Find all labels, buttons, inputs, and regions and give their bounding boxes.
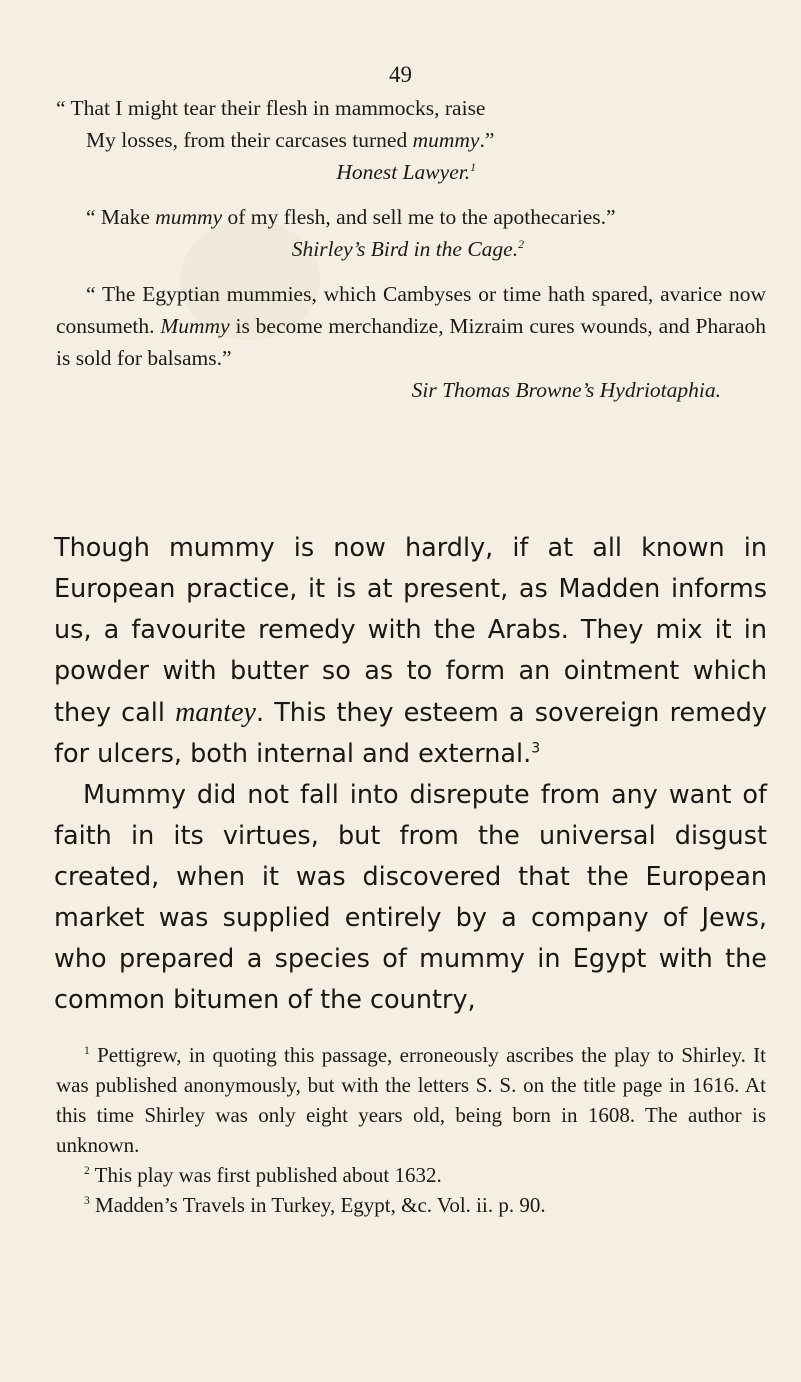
paragraph-2: Mummy did not fall into disrepute from any want of faith in its virtues, but from the universal disgust created, when it was discovered that the European market was supplied entirely by a company of Jews, who prepared a species of mummy in Egypt with the common bitumen of the country, [54, 780, 767, 1015]
footnotes [56, 1040, 766, 1220]
quote-1-italic: mummy [412, 128, 480, 152]
footnote-ref: 2 [518, 236, 524, 251]
quote-3 [56, 278, 766, 406]
quote-2-italic: mummy [155, 205, 223, 229]
footnote-2: $^2$ This play was first published about 1632. [84, 1163, 442, 1187]
quote-2 [56, 201, 766, 265]
quote-3-attribution: Sir Thomas Browne’s Hydriotaphia. [411, 378, 721, 402]
italic-term: mantey [175, 697, 256, 728]
quote-3-italic: Mummy [160, 314, 230, 338]
quote-2-text: “ Make mummy of my flesh, and sell me to the apothecaries.” [86, 205, 616, 229]
footnote-1: $^1$ Pettigrew, in quoting this passage, erroneously ascribes the play to Shirley. It was published anonymously, but with the letters S. S. on the title page in 1616. At this time Shirley was only eight years old, being born in 1608. The author is unknown. [56, 1043, 766, 1157]
paragraph-1: Though mummy is now hardly, if at all known in European practice, it is at present, as Madden informs us, a favourite remedy with the Arabs. They mix it in powder with butter so as to form an ointment which they call mantey. This they esteem a sovereign remedy for ulcers, both internal and external.$^3$ [54, 533, 767, 769]
quote-1-line-2: My losses, from their carcases turned mummy.” [86, 128, 495, 152]
body-text [54, 528, 767, 1021]
quote-1-attribution: Honest Lawyer.$^1$ [336, 159, 476, 184]
quote-2-attribution: Shirley’s Bird in the Cage.$^2$ [291, 236, 524, 261]
footnote-ref: 3 [531, 740, 541, 757]
footnote-3: $^3$ Madden’s Travels in Turkey, Egypt, &c. Vol. ii. p. 90. [84, 1193, 546, 1217]
quote-1 [56, 92, 766, 188]
epigraph-quotes [56, 92, 766, 406]
page-number: 49 [389, 62, 412, 87]
footnote-ref: 1 [470, 159, 476, 174]
quote-1-line-1: “ That I might tear their flesh in mammocks, raise [56, 96, 486, 120]
quote-3-text: “ The Egyptian mummies, which Cambyses or time hath spared, avarice now consumeth. Mummy is become merchandize, Mizraim cures wounds, and Pharaoh is sold for balsams.” [56, 282, 766, 370]
